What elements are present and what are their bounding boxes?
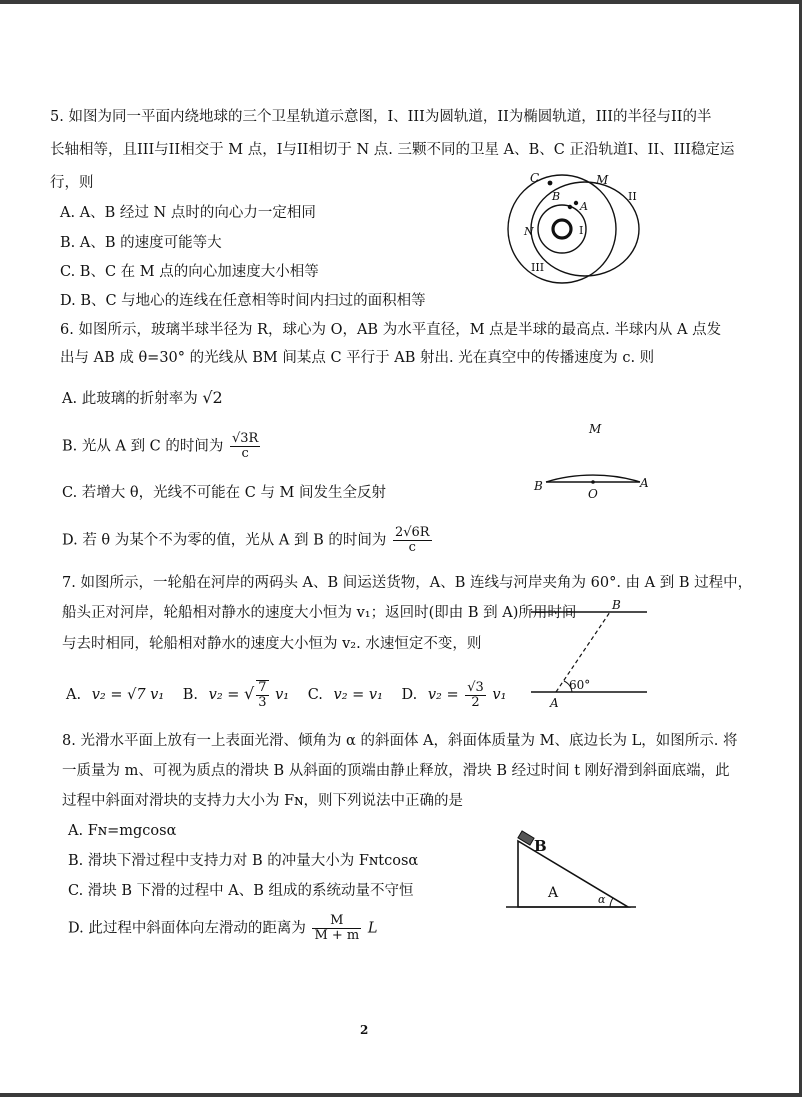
label-B: B bbox=[612, 598, 621, 612]
q8-option-d-numerator: M bbox=[312, 914, 361, 929]
q8-option-d-text: D. 此过程中斜面体向左滑动的距离为 bbox=[68, 920, 306, 937]
q6-option-b-denominator: c bbox=[241, 446, 249, 461]
q7-option-d-label: D. bbox=[401, 687, 418, 703]
label-alpha: α bbox=[598, 893, 606, 906]
q8-option-a: A. Fɴ=mgcosα bbox=[68, 823, 177, 839]
q7-option-c-expr: v₂ = v₁ bbox=[333, 687, 383, 703]
q6-option-b-text: B. 光从 A 到 C 的时间为 bbox=[62, 438, 224, 455]
label-B: B bbox=[534, 837, 547, 855]
label-A: A bbox=[640, 476, 649, 490]
q5-option-d: D. B、C 与地心的连线在任意相等时间内扫过的面积相等 bbox=[60, 293, 426, 309]
q7-option-b-numerator: 7 bbox=[258, 680, 267, 695]
q7-option-a-expr: v₂ = √7 v₁ bbox=[91, 687, 165, 703]
label-N: N bbox=[524, 225, 534, 238]
alpha-angle-arc bbox=[610, 898, 613, 907]
label-M: M bbox=[596, 173, 609, 187]
label-III: III bbox=[531, 261, 545, 274]
q5-stem-line-3: 行，则 bbox=[50, 175, 94, 191]
label-B: B bbox=[552, 190, 561, 203]
page-number: 2 bbox=[360, 1023, 369, 1037]
q6-option-a-value: √2 bbox=[202, 388, 223, 407]
label-I: I bbox=[579, 224, 584, 237]
q5-stem-line-1: 5. 如图为同一平面内绕地球的三个卫星轨道示意图，I、III为圆轨道，II为椭圆轨道，III的半径与II的半 bbox=[50, 109, 712, 125]
q6-option-a-text: A. 此玻璃的折射率为 bbox=[62, 391, 198, 407]
q8-option-b: B. 滑块下滑过程中支持力对 B 的冲量大小为 Fɴtcosα bbox=[68, 853, 419, 869]
label-O: O bbox=[588, 487, 598, 501]
q6-option-d-denominator: c bbox=[408, 540, 416, 555]
q7-option-b-denominator: 3 bbox=[258, 695, 267, 710]
q7-option-a-label: A. bbox=[66, 687, 82, 703]
q7-option-d-lhs: v₂ = bbox=[427, 687, 459, 703]
label-C: C bbox=[530, 171, 540, 185]
q7-option-d-numerator: √3 bbox=[467, 679, 484, 695]
q5-option-a: A. A、B 经过 N 点时的向心力一定相同 bbox=[60, 205, 316, 221]
q6-stem-line-1: 6. 如图所示，玻璃半球半径为 R，球心为 O，AB 为水平直径，M 点是半球的最高点. 半球内从 A 点发 bbox=[60, 322, 722, 338]
q6-option-d-numerator: 2√6R bbox=[394, 525, 430, 540]
q7-stem-line-2: 船头正对河岸，轮船相对静水的速度大小恒为 v₁；返回时(即由 B 到 A)所用时间 bbox=[62, 605, 577, 621]
q8-option-d-denominator: M + m bbox=[314, 928, 360, 943]
q8-stem-line-1: 8. 光滑水平面上放有一上表面光滑、倾角为 α 的斜面体 A，斜面体质量为 M、底边长为 L，如图所示. 将 bbox=[62, 733, 738, 749]
label-A: A bbox=[548, 885, 559, 901]
q6-option-d-text: D. 若 θ 为某个不为零的值，光从 A 到 B 的时间为 bbox=[62, 532, 387, 549]
q7-option-c-label: C. bbox=[307, 687, 323, 703]
label-angle: 60° bbox=[569, 678, 591, 692]
q7-stem-line-1: 7. 如图所示，一轮船在河岸的两码头 A、B 间运送货物，A、B 连线与河岸夹角为 60°. 由 A 到 B 过程中， bbox=[62, 575, 753, 591]
q7-option-d-rhs: v₁ bbox=[492, 687, 507, 703]
label-II: II bbox=[628, 190, 637, 203]
label-M: M bbox=[589, 422, 602, 436]
q7-option-b-lhs: v₂ = bbox=[208, 687, 240, 703]
q6-option-b-numerator: √3R bbox=[232, 431, 259, 446]
q6-stem-line-2: 出与 AB 成 θ=30° 的光线从 BM 间某点 C 平行于 AB 射出. 光在真空中的传播速度为 c. 则 bbox=[60, 350, 655, 366]
q8-option-c: C. 滑块 B 下滑的过程中 A、B 组成的系统动量不守恒 bbox=[68, 883, 414, 899]
q7-option-b-label: B. bbox=[182, 687, 199, 703]
q7-option-b-radical-icon: √ bbox=[244, 684, 255, 703]
q5-option-b: B. A、B 的速度可能等大 bbox=[60, 235, 222, 251]
q7-stem-line-3: 与去时相同，轮船相对静水的速度大小恒为 v₂. 水速恒定不变，则 bbox=[62, 636, 482, 652]
q7-option-b-rhs: v₁ bbox=[275, 687, 290, 703]
q5-stem-line-2: 长轴相等，且III与II相交于 M 点，I与II相切于 N 点. 三颗不同的卫星 A、B、C 正沿轨道I、II、III稳定运 bbox=[50, 142, 735, 158]
label-A: A bbox=[580, 200, 588, 213]
q5-option-c: C. B、C 在 M 点的向心加速度大小相等 bbox=[60, 264, 319, 280]
label-A: A bbox=[550, 696, 559, 710]
q8-option-d-tail: L bbox=[367, 920, 378, 937]
q8-stem-line-3: 过程中斜面对滑块的支持力大小为 Fɴ，则下列说法中正确的是 bbox=[62, 793, 464, 809]
q8-stem-line-2: 一质量为 m、可视为质点的滑块 B 从斜面的顶端由静止释放，滑块 B 经过时间 t 刚好滑到斜面底端，此 bbox=[62, 763, 730, 779]
label-B: B bbox=[534, 479, 543, 493]
q7-option-d-denominator: 2 bbox=[471, 694, 480, 710]
q6-option-c: C. 若增大 θ，光线不可能在 C 与 M 间发生全反射 bbox=[62, 485, 387, 501]
